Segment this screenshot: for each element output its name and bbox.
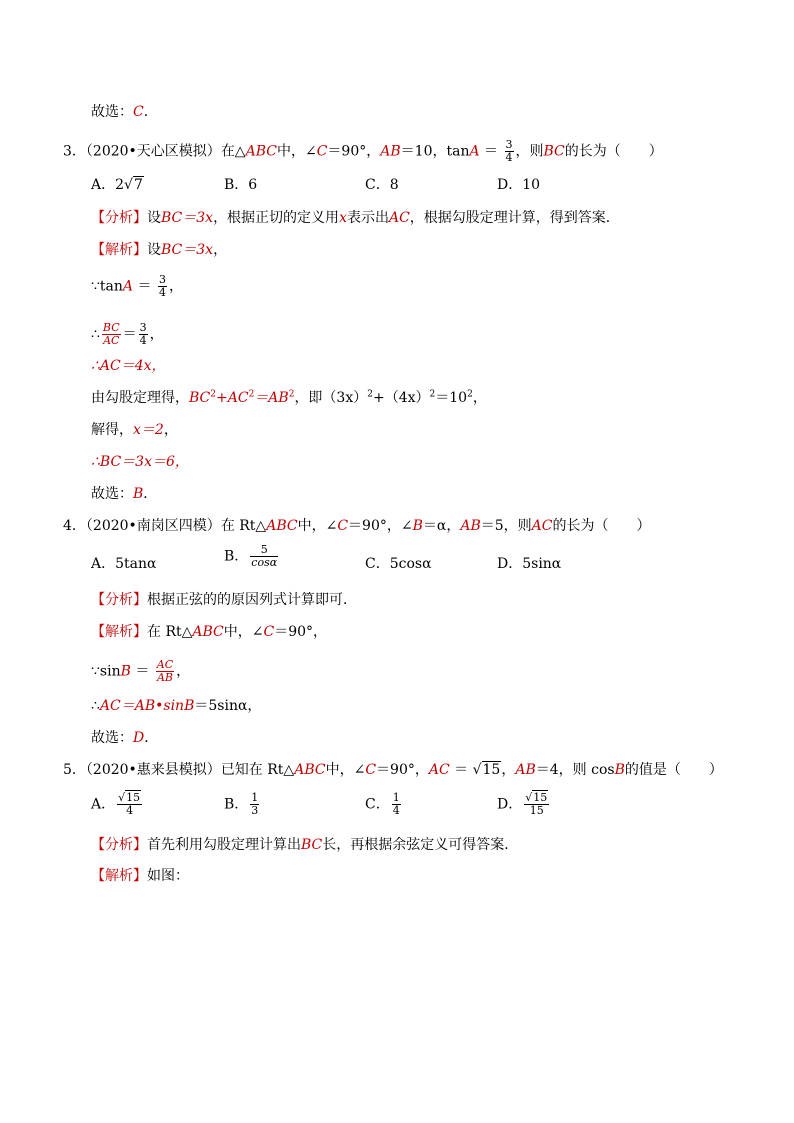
question-source: （2020•惠来县模拟） (85, 762, 221, 778)
solution-tag: 【解析】 (91, 242, 147, 258)
question-3-option-d: D．10 (497, 177, 541, 193)
question-3-solution-line-5: 由勾股定理得，$BC^2+AC^2=AB^2$，即$(3x)^2+(4x)^2=10^2$， (91, 389, 487, 406)
question-5-option-a: A． $\frac{√15}{4}$ (91, 791, 141, 817)
answer-letter: C (133, 104, 144, 120)
sqrt-symbol: √7 (124, 177, 143, 193)
answer-letter: D (133, 730, 145, 746)
question-4-stem: 4．（2020•南岗区四模）在 Rt△ABC中，∠C＝90°，∠B＝α，AB＝5，则AC的长为（ ） (63, 518, 651, 534)
fraction: $\frac{3}{4}$ (505, 138, 513, 164)
question-3-option-b: B．6 (224, 177, 258, 193)
sqrt-symbol: √15 (472, 762, 501, 778)
question-4-analysis: 【分析】根据正弦的的原因列式计算即可． (91, 592, 357, 608)
question-4-solution-line-1: 【解析】在 Rt△ABC中，∠C＝90°， (91, 624, 328, 640)
question-source: （2020•天心区模拟） (85, 143, 221, 160)
question-5-option-c: C． $\frac{1}{4}$ (365, 791, 400, 817)
question-3-answer: 故选：B． (91, 486, 158, 502)
question-4-option-b: B． $\frac{5}{\cos\alpha}$ (224, 543, 278, 569)
question-4-option-c: C．5cosα (365, 556, 432, 572)
question-3-solution-line-1: 【解析】设BC＝3x， (91, 242, 228, 258)
question-5-analysis: 【分析】首先利用勾股定理计算出BC长，再根据余弦定义可得答案． (91, 837, 519, 853)
solution-tag: 【解析】 (91, 624, 147, 640)
answer-letter: B (133, 486, 144, 502)
question-4-option-d: D．5sinα (497, 556, 562, 572)
analysis-tag: 【分析】 (91, 210, 147, 226)
analysis-tag: 【分析】 (91, 592, 147, 608)
question-3-solution-line-6: 解得，x＝2， (91, 422, 178, 438)
question-5-stem: 5．（2020•惠来县模拟）已知在 Rt△ABC中，∠C＝90°，AC ＝ √15，AB＝4，则 cosB的值是（ ） (63, 762, 723, 778)
question-3-option-c: C．8 (365, 177, 399, 193)
question-4-solution-line-2: ∵sinB ＝ $\frac{AC}{AB}$ ， (91, 658, 191, 684)
question-3-option-a: A．2√7 (91, 177, 143, 193)
question-source: （2020•南岗区四模） (85, 518, 221, 534)
question-4-option-a: A．5tanα (91, 556, 157, 572)
question-3-solution-line-4: ∴AC＝4x， (91, 358, 166, 374)
question-4-solution-line-3: ∴AC＝AB•sinB＝5sinα， (91, 698, 262, 714)
question-3-solution-line-7: ∴BC＝3x＝6， (91, 454, 189, 470)
analysis-tag: 【分析】 (91, 837, 147, 853)
question-4-answer: 故选：D． (91, 730, 159, 746)
question-3-solution-line-2: ∵tanA ＝ $\frac{3}{4}$ ， (91, 273, 183, 299)
solution-tag: 【解析】 (91, 868, 147, 884)
question-5-option-d: D． $\frac{√15}{15}$ (497, 791, 548, 817)
question-3-analysis: 【分析】设BC＝3x，根据正切的定义用x表示出AC，根据勾股定理计算，得到答案． (91, 210, 620, 226)
question-3-solution-line-3: ∴ $\frac{BC}{AC}$ ＝ $\frac{3}{4}$ ， (91, 321, 164, 347)
answer-line-prev: 故选：C． (91, 104, 158, 120)
question-5-solution: 【解析】如图： (91, 868, 189, 884)
question-3-stem: 3．（2020•天心区模拟）在△ABC中，∠C＝90°，AB＝10，tanA ＝ $\frac{3}{4}$ ，则BC的长为（ ） (63, 138, 663, 164)
question-5-option-b: B． $\frac{1}{3}$ (224, 791, 259, 817)
